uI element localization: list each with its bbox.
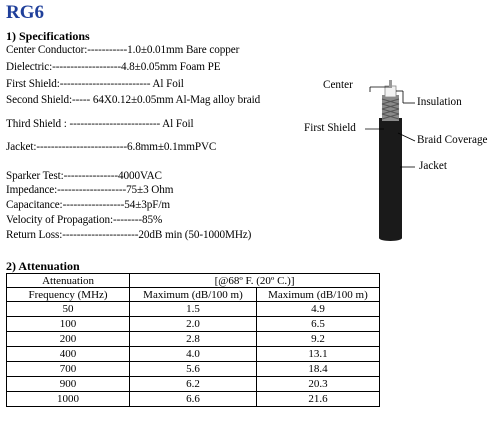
cell-frequency: 1000 — [7, 392, 130, 407]
spec-velocity: Velocity of Propagation:--------85% — [6, 214, 163, 226]
cell-frequency: 900 — [7, 377, 130, 392]
cell-max-2: 13.1 — [256, 347, 379, 362]
header-max-2: Maximum (dB/100 m) — [256, 288, 379, 302]
spec-sparker-test: Sparker Test:---------------4000VAC — [6, 170, 162, 182]
cell-max-2: 20.3 — [256, 377, 379, 392]
table-row — [7, 347, 380, 362]
cell-max-1: 6.2 — [130, 377, 257, 392]
cell-max-2: 18.4 — [256, 362, 379, 377]
table-row — [7, 392, 380, 407]
table-header-row-2 — [7, 288, 380, 302]
cell-frequency: 100 — [7, 317, 130, 332]
cell-max-1: 2.0 — [130, 317, 257, 332]
attenuation-heading: 2) Attenuation — [6, 259, 80, 273]
spec-jacket: Jacket:-------------------------6.8mm±0.1mmPVC — [6, 141, 217, 153]
cell-max-1: 1.5 — [130, 302, 257, 317]
label-braid-coverage: Braid Coverage — [417, 134, 488, 146]
header-max-1: Maximum (dB/100 m) — [130, 288, 257, 302]
label-jacket: Jacket — [419, 160, 447, 172]
spec-first-shield: First Shield:------------------------- Al Foil — [6, 78, 184, 90]
document-title: RG6 — [6, 2, 44, 23]
cable-jacket-shape — [379, 118, 402, 238]
cell-max-1: 4.0 — [130, 347, 257, 362]
cell-max-1: 2.8 — [130, 332, 257, 347]
label-first-shield: First Shield — [304, 122, 356, 134]
table-row — [7, 302, 380, 317]
attenuation-table — [6, 273, 380, 407]
spec-capacitance: Capacitance:-----------------54±3pF/m — [6, 199, 170, 211]
label-insulation: Insulation — [417, 96, 462, 108]
table-header-row-1 — [7, 274, 380, 288]
cell-frequency: 50 — [7, 302, 130, 317]
cell-max-2: 6.5 — [256, 317, 379, 332]
spec-second-shield: Second Shield:----- 64X0.12±0.05mm Al-Mag alloy braid — [6, 94, 261, 106]
spec-return-loss: Return Loss:---------------------20dB min (50-1000MHz) — [6, 229, 252, 241]
header-temperature: [@68º F. (20º C.)] — [130, 274, 380, 288]
spec-impedance: Impedance:-------------------75±3 Ohm — [6, 184, 174, 196]
cell-frequency: 200 — [7, 332, 130, 347]
table-row — [7, 377, 380, 392]
specifications-heading: 1) Specifications — [6, 29, 90, 43]
label-center: Center — [323, 79, 353, 91]
cell-max-2: 21.6 — [256, 392, 379, 407]
cell-max-1: 6.6 — [130, 392, 257, 407]
spec-third-shield: Third Shield : ------------------------- Al Foil — [6, 118, 194, 130]
header-frequency: Frequency (MHz) — [7, 288, 130, 302]
cell-max-2: 4.9 — [256, 302, 379, 317]
spec-center-conductor: Center Conductor:-----------1.0±0.01mm Bare copper — [6, 44, 240, 56]
cell-max-2: 9.2 — [256, 332, 379, 347]
cell-frequency: 400 — [7, 347, 130, 362]
table-row — [7, 332, 380, 347]
table-row — [7, 362, 380, 377]
cable-center-shape — [389, 80, 392, 88]
spec-dielectric: Dielectric:-------------------4.8±0.05mm Foam PE — [6, 61, 221, 73]
table-row — [7, 317, 380, 332]
cell-max-1: 5.6 — [130, 362, 257, 377]
header-attenuation: Attenuation — [7, 274, 130, 288]
cell-frequency: 700 — [7, 362, 130, 377]
